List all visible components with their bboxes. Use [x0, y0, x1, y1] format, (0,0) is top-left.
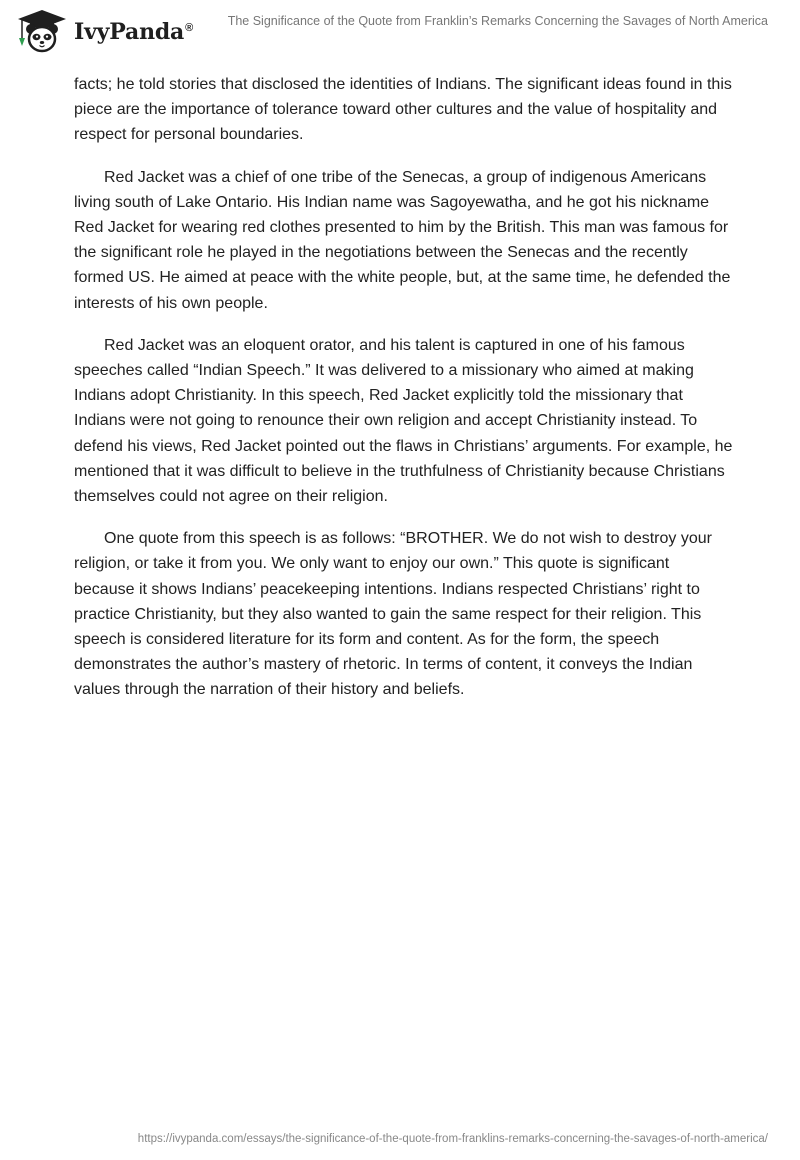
document-title: The Significance of the Quote from Franklin’s Remarks Concerning the Savages of North America: [227, 14, 768, 28]
logo-wordmark: [74, 19, 193, 45]
essay-body: [74, 72, 734, 720]
logo-name: IvyPanda: [74, 19, 185, 45]
page-header: [0, 0, 800, 60]
paragraph-2: Red Jacket was a chief of one tribe of the Senecas, a group of indigenous Americans living south of Lake Ontario. His Indian name was Sagoyewatha, and he got his nickname Red Jacket for wearing red clothes presented to him by the British. This man was famous for the significant role he played in the negotiations between the Senecas and the recently formed US. He aimed at peace with the white people, but, at the same time, he defended the interests of his own people.: [74, 168, 731, 312]
paragraph-4: One quote from this speech is as follows: “BROTHER. We do not wish to destroy your religion, or take it from you. We only want to enjoy our own.” This quote is significant because it shows Indians’ peacekeeping intentions. Indians respected Christians’ right to practice Christianity, but they also wanted to gain the same respect for their religion. This speech is considered literature for its form and content. As for the form, the speech demonstrates the author’s mastery of rhetoric. In terms of content, it conveys the Indian values through the narration of their history and beliefs.: [74, 530, 712, 699]
registered-mark: ®: [185, 21, 194, 34]
paragraph-1: facts; he told stories that disclosed the identities of Indians. The significant ideas found in this piece are the importance of tolerance toward other cultures and the value of hospitality and respect for personal boundaries.: [74, 76, 732, 144]
paragraph-3: Red Jacket was an eloquent orator, and his talent is captured in one of his famous speeches called “Indian Speech.” It was delivered to a missionary who aimed at making Indians adopt Christianity. In this speech, Red Jacket explicitly told the missionary that Indians were not going to renounce their own religion and accept Christianity instead. To defend his views, Red Jacket pointed out the flaws in Christians’ arguments. For example, he mentioned that it was difficult to believe in the truthfulness of Christianity because Christians themselves could not agree on their religion.: [74, 336, 733, 506]
ivypanda-logo[interactable]: [14, 8, 193, 54]
source-url-link[interactable]: https://ivypanda.com/essays/the-significance-of-the-quote-from-franklins-remarks-concerning-the-savages-of-north-america/: [137, 1133, 768, 1145]
panda-graduate-icon: [14, 8, 70, 54]
